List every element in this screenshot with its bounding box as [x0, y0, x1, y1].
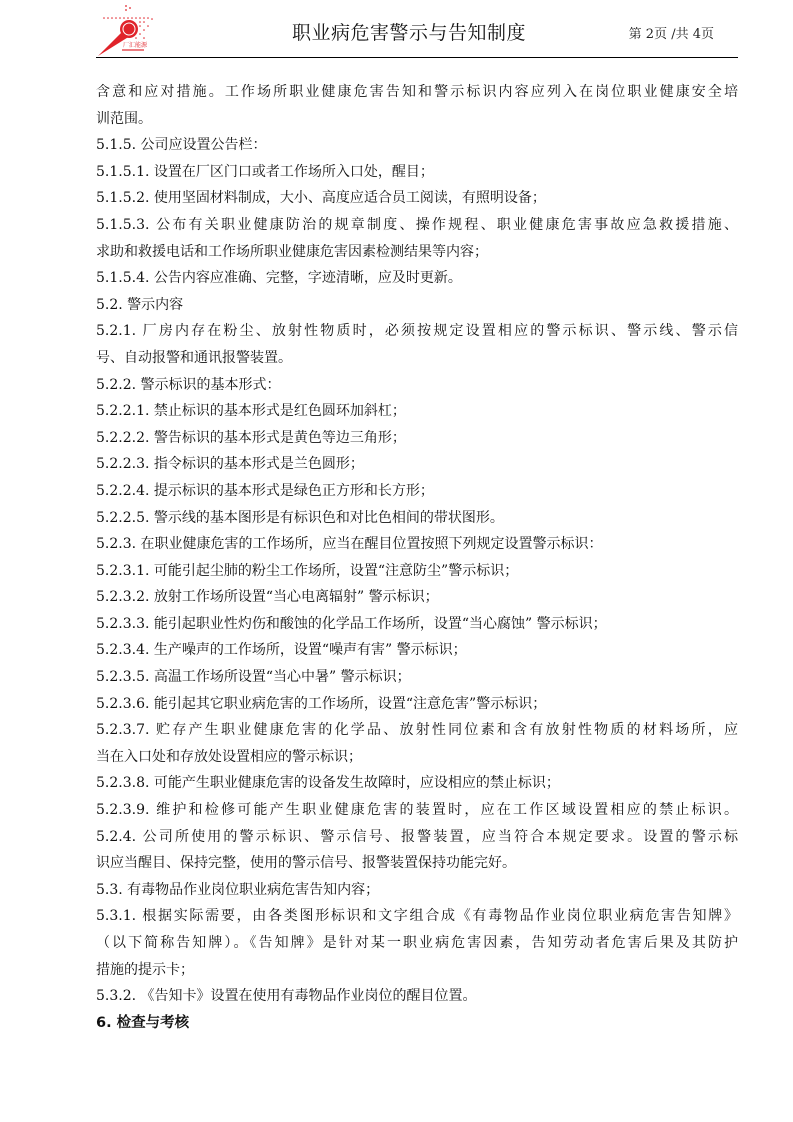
text-line: 5.2.2.5. 警示线的基本图形是有标识色和对比色相间的带状图形。 — [96, 509, 504, 526]
text-line: 5.2.3. 在职业健康危害的工作场所，应当在醒目位置按照下列规定设置警示标识： — [96, 536, 603, 553]
text-line: 5.1.5.4. 公告内容应准确、完整，字迹清晰，应及时更新。 — [96, 270, 462, 287]
text-line: 5.3.2. 《告知卡》设置在使用有毒物品作业岗位的醒目位置。 — [96, 988, 477, 1005]
text-line: 5.2.4. 公司所使用的警示标识、警示信号、报警装置，应当符合本规定要求。设置的警示标 — [96, 828, 738, 845]
page-number: 第 2页 /共 4页 — [628, 27, 714, 42]
text-line: 识应当醒目、保持完整，使用的警示信号、报警装置保持功能完好。 — [96, 855, 516, 872]
text-line: 5.1.5.2. 使用坚固材料制成，大小、高度应适合员工阅读，有照明设备； — [96, 190, 546, 207]
text-line: 5.3. 有毒物品作业岗位职业病危害告知内容； — [96, 881, 380, 898]
document-title: 职业病危害警示与告知制度 — [292, 22, 527, 44]
text-line: 5.3.1. 根据实际需要，由各类图形标识和文字组合成《有毒物品作业岗位职业病危害告知牌》 — [96, 908, 738, 925]
text-line: 5.2.3.5. 高温工作场所设置“当心中暑” 警示标识； — [96, 669, 411, 686]
text-line: 5.2.1. 厂房内存在粉尘、放射性物质时，必须按规定设置相应的警示标识、警示线、警示信 — [96, 323, 738, 340]
text-line: 5.2.3.1. 可能引起尘肺的粉尘工作场所，设置“注意防尘”警示标识； — [96, 562, 519, 579]
text-line: 5.2.3.9. 维护和检修可能产生职业健康危害的装置时，应在工作区域设置相应的禁止标识。 — [96, 802, 738, 819]
svg-text:厂汇能源: 厂汇能源 — [123, 42, 148, 49]
text-line: 5.2.3.7. 贮存产生职业健康危害的化学品、放射性同位素和含有放射性物质的材料场所，应 — [96, 722, 738, 739]
text-line: 当在入口处和存放处设置相应的警示标识； — [96, 748, 362, 765]
section-heading: 6. 检查与考核 — [96, 1014, 190, 1031]
text-line: 5.2.2.4. 提示标识的基本形式是绿色正方形和长方形； — [96, 482, 434, 499]
text-line: 训范围。 — [96, 110, 152, 127]
text-line: 5.2.3.3. 能引起职业性灼伤和酸蚀的化学品工作场所，设置“当心腐蚀” 警示标识； — [96, 615, 607, 632]
text-line: 号、自动报警和通讯报警装置。 — [96, 349, 292, 366]
text-line: 5.2.2. 警示标识的基本形式： — [96, 376, 281, 393]
text-line: 5.2.3.4. 生产噪声的工作场所，设置“噪声有害” 警示标识； — [96, 642, 467, 659]
document-body — [96, 79, 738, 1036]
text-line: 5.2.2.1. 禁止标识的基本形式是红色圆环加斜杠； — [96, 403, 406, 420]
text-line: 5.2.3.2. 放射工作场所设置“当心电离辐射” 警示标识； — [96, 589, 439, 606]
text-line: 措施的提示卡； — [96, 961, 194, 978]
text-line: 含意和应对措施。工作场所职业健康危害告知和警示标识内容应列入在岗位职业健康安全培 — [96, 84, 738, 100]
text-line: 5.2.3.8. 可能产生职业健康危害的设备发生故障时，应设相应的禁止标识； — [96, 775, 560, 792]
text-line: 5.2.2.3. 指令标识的基本形式是兰色圆形； — [96, 456, 364, 473]
text-line: 5.2. 警示内容 — [96, 296, 184, 313]
text-line: 5.1.5.1. 设置在厂区门口或者工作场所入口处，醒目； — [96, 163, 434, 180]
text-line: （以下简称告知牌）。《告知牌》是针对某一职业病危害因素，告知劳动者危害后果及其防护 — [96, 935, 738, 951]
page-header — [96, 0, 738, 58]
text-line: 求助和救援电话和工作场所职业健康危害因素检测结果等内容； — [96, 243, 488, 260]
company-logo — [96, 2, 160, 56]
text-line: 5.2.3.6. 能引起其它职业病危害的工作场所，设置“注意危害”警示标识； — [96, 695, 547, 712]
text-line: 5.2.2.2. 警告标识的基本形式是黄色等边三角形； — [96, 429, 406, 446]
text-line: 5.1.5. 公司应设置公告栏： — [96, 137, 267, 154]
text-line: 5.1.5.3. 公布有关职业健康防治的规章制度、操作规程、职业健康危害事故应急救援措施、 — [96, 216, 738, 233]
